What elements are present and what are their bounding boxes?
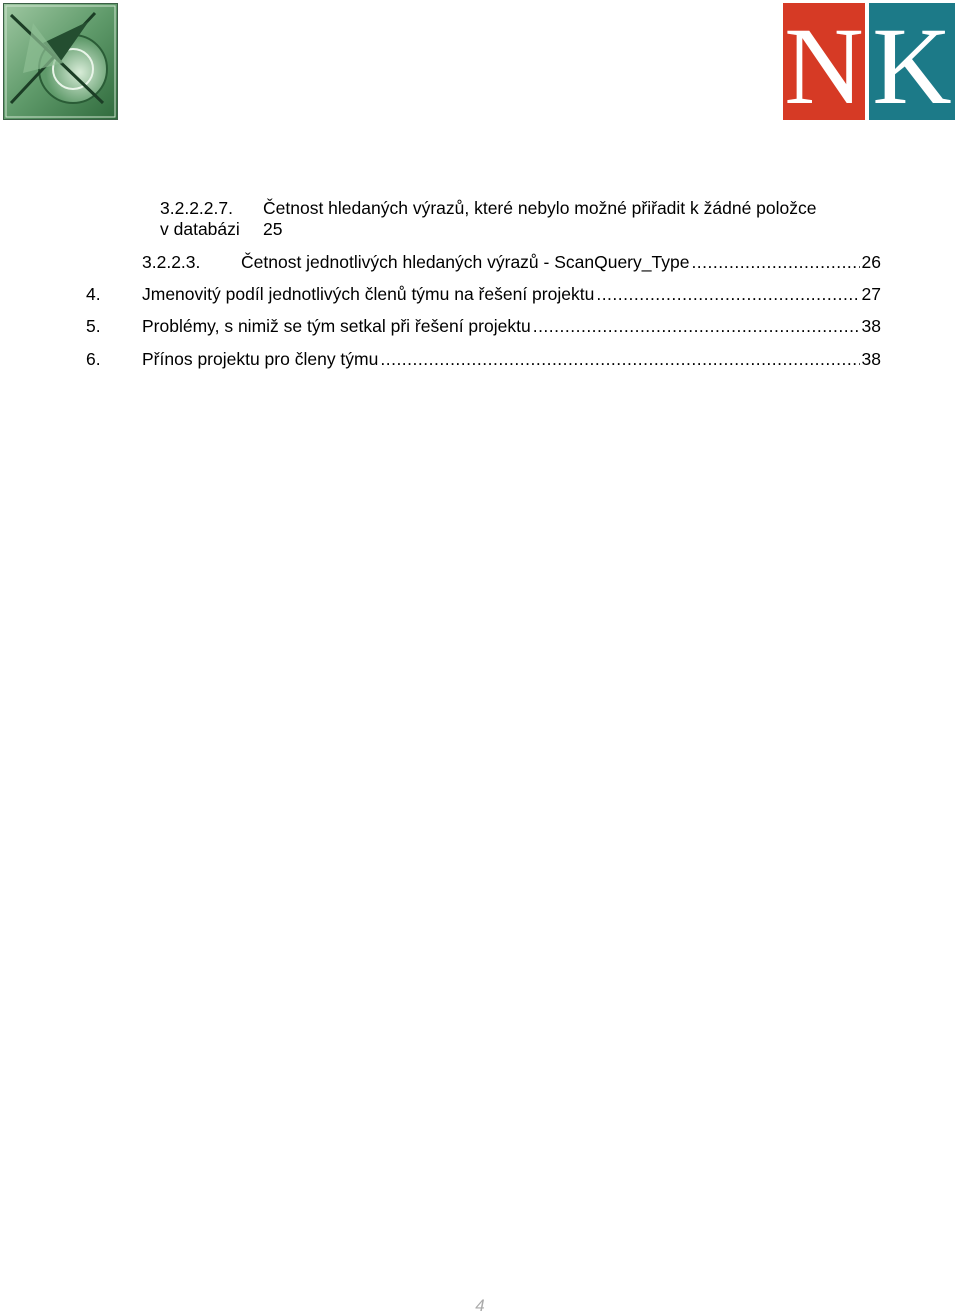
toc-entry[interactable] bbox=[0, 348, 960, 370]
toc-entry-page: 27 bbox=[861, 284, 881, 304]
toc-entry-number: 3.2.2.2.7. bbox=[160, 198, 233, 218]
toc-entry-title: Četnost hledaných výrazů, které nebylo možné přiřadit k žádné položce bbox=[263, 198, 817, 218]
toc-entry-page: 26 bbox=[861, 252, 881, 272]
toc-entry-number: 4. bbox=[86, 284, 101, 304]
toc-entry-title-continuation: v databázi bbox=[160, 219, 240, 239]
toc-leader-dots bbox=[691, 251, 859, 273]
toc-entry-page: 38 bbox=[861, 316, 881, 336]
toc-entry-title: Jmenovitý podíl jednotlivých členů týmu na řešení projektu bbox=[142, 284, 595, 304]
toc-entry-title: Problémy, s nimiž se tým setkal při řešení projektu bbox=[142, 316, 531, 336]
toc-entry-number: 5. bbox=[86, 316, 101, 336]
page-number: 4 bbox=[475, 1296, 485, 1315]
svg-text:K: K bbox=[872, 5, 952, 120]
toc-entry[interactable] bbox=[0, 197, 960, 241]
toc-entry[interactable] bbox=[0, 283, 960, 305]
toc-entry[interactable] bbox=[0, 315, 960, 337]
svg-text:N: N bbox=[784, 5, 864, 120]
toc-entry-page: 25 bbox=[263, 219, 283, 239]
toc-entry-number: 3.2.2.3. bbox=[142, 252, 201, 272]
toc-entry-title: Četnost jednotlivých hledaných výrazů - ScanQuery_Type bbox=[241, 252, 690, 272]
toc-entry-title: Přínos projektu pro členy týmu bbox=[142, 349, 379, 369]
table-of-contents bbox=[0, 0, 960, 400]
toc-leader-dots bbox=[533, 315, 860, 337]
toc-leader-dots bbox=[380, 348, 859, 370]
toc-leader-dots bbox=[596, 283, 859, 305]
toc-entry-page: 38 bbox=[861, 349, 881, 369]
toc-entry[interactable] bbox=[0, 251, 960, 273]
toc-entry-number: 6. bbox=[86, 349, 101, 369]
